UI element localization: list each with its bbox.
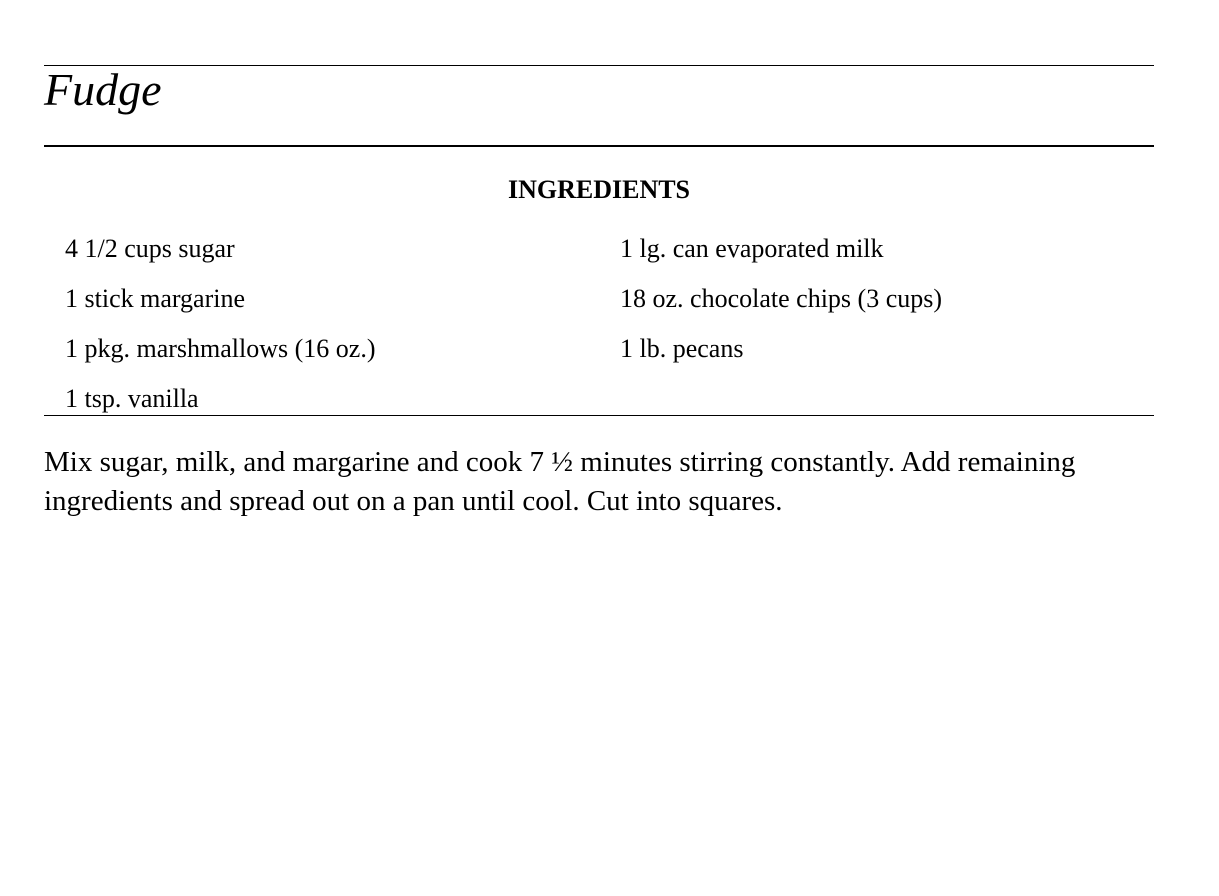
ingredient-item: 4 1/2 cups sugar xyxy=(65,234,235,263)
directions-text: Mix sugar, milk, and margarine and cook 7 ½ minutes stirring constantly. Add remaining ingredients and spread out on a pan until cool. Cut into squares. xyxy=(44,446,1076,517)
ingredient-item: 1 pkg. marshmallows (16 oz.) xyxy=(65,334,376,363)
ingredient-item: 1 lb. pecans xyxy=(620,334,744,363)
ingredients-heading: INGREDIENTS xyxy=(507,175,691,204)
ingredients-right-column xyxy=(620,224,942,374)
ingredient-item: 1 stick margarine xyxy=(65,284,246,313)
ingredients-divider xyxy=(44,415,1154,416)
ingredient-item: 1 lg. can evaporated milk xyxy=(620,234,884,263)
top-divider xyxy=(44,65,1154,66)
ingredient-item: 18 oz. chocolate chips (3 cups) xyxy=(620,284,943,313)
recipe-title: Fudge xyxy=(44,64,162,115)
ingredient-item: 1 tsp. vanilla xyxy=(65,384,199,413)
title-divider xyxy=(44,145,1154,147)
ingredients-left-column xyxy=(65,224,376,424)
